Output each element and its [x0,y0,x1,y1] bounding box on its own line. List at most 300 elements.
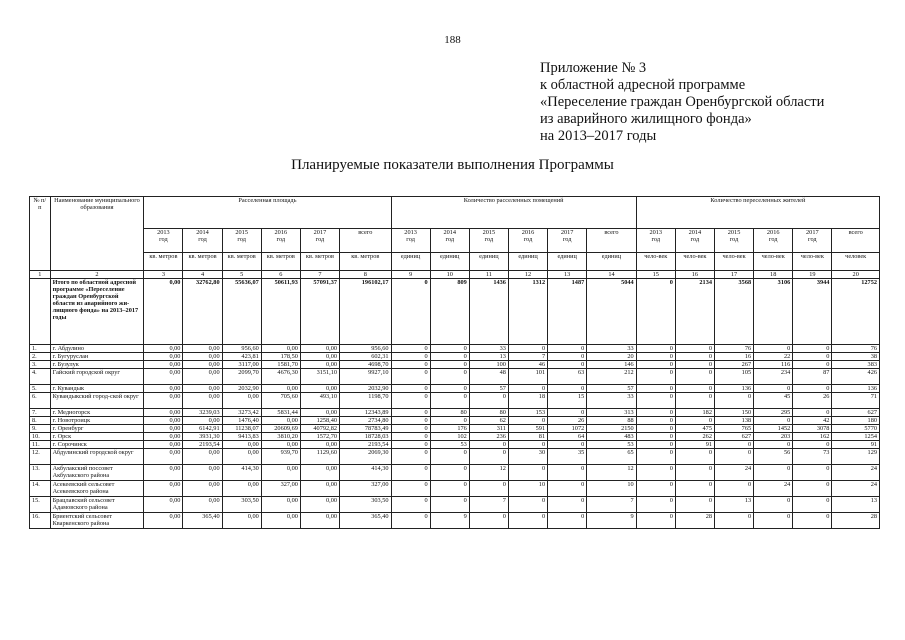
document-title: Планируемые показатели выполнения Программы [291,157,614,173]
row-value-6: 2069,30 [340,449,392,465]
row-name: Акбулакский поссовет Акбулакского района [50,465,144,481]
header-unit-rooms-5: единиц [548,253,587,271]
row-num: 10. [30,433,51,441]
row-value-4: 20609,69 [261,425,300,433]
row-value-10: 0 [508,513,547,529]
row-value-18: 76 [832,345,880,353]
column-number-16: 16 [675,271,714,279]
row-value-1: 0,00 [144,345,183,353]
row-value-13: 0 [636,369,675,385]
row-value-7: 0 [391,345,430,353]
row-value-16: 24 [754,481,793,497]
table-row [30,393,880,409]
row-value-15: 765 [714,425,753,433]
row-value-7: 0 [391,425,430,433]
row-value-14: 475 [675,425,714,433]
column-number-19: 19 [793,271,832,279]
row-value-1: 0,00 [144,385,183,393]
header-year-area-2017: 2017 год [300,229,339,253]
row-value-18: 627 [832,409,880,417]
row-value-17: 0 [793,409,832,417]
row-value-12: 146 [587,361,636,369]
row-value-1: 0,00 [144,513,183,529]
row-value-18: 129 [832,449,880,465]
header-unit-rooms-2: единиц [430,253,469,271]
row-value-6: 78783,49 [340,425,392,433]
row-value-14: 91 [675,441,714,449]
row-value-15: 138 [714,417,753,425]
row-value-12: 53 [587,441,636,449]
row-value-8: 0 [430,497,469,513]
row-value-9: 0 [469,481,508,497]
row-value-7: 0 [391,409,430,417]
row-value-10: 46 [508,361,547,369]
row-value-14: 2134 [675,279,714,345]
row-value-3: 9413,83 [222,433,261,441]
row-value-2: 365,40 [183,513,222,529]
row-value-16: 56 [754,449,793,465]
row-value-8: 0 [430,417,469,425]
row-name: г. Новотроицк [50,417,144,425]
row-value-8: 80 [430,409,469,417]
table-row-total [30,279,880,345]
row-value-13: 0 [636,393,675,409]
header-year-people-2016: 2016 год [754,229,793,253]
column-number-7: 7 [300,271,339,279]
table-row [30,441,880,449]
row-value-8: 0 [430,385,469,393]
header-name: Наименование муниципального образования [50,197,144,271]
row-num: 8. [30,417,51,425]
header-unit-people-6: человек [832,253,880,271]
row-value-11: 0 [548,385,587,393]
row-value-8: 0 [430,465,469,481]
row-num: 16. [30,513,51,529]
row-value-16: 45 [754,393,793,409]
row-value-7: 0 [391,353,430,361]
row-value-16: 295 [754,409,793,417]
row-value-16: 1452 [754,425,793,433]
row-value-2: 0,00 [183,497,222,513]
header-year-people-2015: 2015 год [714,229,753,253]
row-value-4: 5831,44 [261,409,300,417]
header-year-people-2017: 2017 год [793,229,832,253]
row-value-7: 0 [391,465,430,481]
row-name: г. Оренбург [50,425,144,433]
column-number-5: 5 [222,271,261,279]
row-value-5: 0,00 [300,441,339,449]
row-num: 2. [30,353,51,361]
row-value-11: 63 [548,369,587,385]
row-value-5: 1572,70 [300,433,339,441]
row-value-11: 0 [548,497,587,513]
header-year-rooms-2015: 2015 год [469,229,508,253]
row-value-5: 57091,37 [300,279,339,345]
row-value-2: 0,00 [183,393,222,409]
header-year-rooms-2013: 2013 год [391,229,430,253]
row-value-17: 0 [793,481,832,497]
row-value-7: 0 [391,361,430,369]
row-value-10: 0 [508,417,547,425]
row-value-3: 2099,70 [222,369,261,385]
row-value-4: 705,60 [261,393,300,409]
row-value-7: 0 [391,513,430,529]
row-num: 7. [30,409,51,417]
column-number-10: 10 [430,271,469,279]
header-year-area-2013: 2013 год [144,229,183,253]
column-number-15: 15 [636,271,675,279]
row-value-9: 48 [469,369,508,385]
row-value-10: 10 [508,481,547,497]
row-value-5: 0,00 [300,513,339,529]
row-value-8: 0 [430,481,469,497]
page-number: 188 [444,34,461,46]
row-num [30,279,51,345]
row-value-12: 10 [587,481,636,497]
row-num: 9. [30,425,51,433]
header-year-area-2016: 2016 год [261,229,300,253]
table-row [30,433,880,441]
row-num: 1. [30,345,51,353]
row-value-7: 0 [391,449,430,465]
row-num: 12. [30,449,51,465]
row-value-3: 0,00 [222,481,261,497]
row-value-10: 153 [508,409,547,417]
row-name: г. Сорочинск [50,441,144,449]
row-value-15: 24 [714,465,753,481]
header-unit-area-1: кв. метров [144,253,183,271]
row-value-10: 0 [508,385,547,393]
header-unit-rooms-6: единиц [587,253,636,271]
row-value-6: 414,30 [340,465,392,481]
appendix-line: из аварийного жилищного фонда» [540,111,752,127]
row-value-11: 1487 [548,279,587,345]
row-value-10: 591 [508,425,547,433]
table-row [30,417,880,425]
row-value-8: 0 [430,449,469,465]
row-value-3: 423,81 [222,353,261,361]
header-group-rooms: Количество расселенных помещений [391,197,636,229]
row-value-4: 0,00 [261,417,300,425]
row-value-13: 0 [636,465,675,481]
table-row [30,385,880,393]
header-unit-area-3: кв. метров [222,253,261,271]
row-value-18: 136 [832,385,880,393]
row-value-11: 15 [548,393,587,409]
header-unit-area-5: кв. метров [300,253,339,271]
row-value-14: 262 [675,433,714,441]
row-value-7: 0 [391,433,430,441]
table-row [30,353,880,361]
row-value-17: 0 [793,441,832,449]
row-value-18: 28 [832,513,880,529]
row-value-9: 0 [469,513,508,529]
row-value-1: 0,00 [144,433,183,441]
row-value-6: 2734,80 [340,417,392,425]
appendix-heading [540,60,824,145]
row-name: г. Медногорск [50,409,144,417]
row-value-12: 65 [587,449,636,465]
header-year-rooms-2016: 2016 год [508,229,547,253]
row-value-13: 0 [636,497,675,513]
row-value-17: 26 [793,393,832,409]
header-year-area-2015: 2015 год [222,229,261,253]
header-total-rooms: всего [587,229,636,253]
row-value-5: 1258,40 [300,417,339,425]
header-row-groups [30,197,880,229]
row-value-4: 178,50 [261,353,300,361]
header-unit-people-4: чело-век [754,253,793,271]
appendix-line: «Переселение граждан Оренбургской области [540,94,825,110]
row-value-11: 0 [548,513,587,529]
row-value-17: 73 [793,449,832,465]
row-value-11: 0 [548,481,587,497]
row-value-5: 0,00 [300,361,339,369]
column-number-17: 17 [714,271,753,279]
row-value-16: 0 [754,465,793,481]
row-value-14: 0 [675,449,714,465]
row-value-15: 267 [714,361,753,369]
row-value-18: 71 [832,393,880,409]
table-row [30,465,880,481]
row-value-6: 4698,70 [340,361,392,369]
header-unit-area-4: кв. метров [261,253,300,271]
row-value-6: 2193,54 [340,441,392,449]
row-value-3: 0,00 [222,393,261,409]
row-num: 6. [30,393,51,409]
column-number-2: 2 [50,271,144,279]
row-value-3: 414,30 [222,465,261,481]
row-value-18: 13 [832,497,880,513]
table-row [30,345,880,353]
row-value-10: 0 [508,345,547,353]
header-year-people-2013: 2013 год [636,229,675,253]
row-value-17: 3078 [793,425,832,433]
row-value-13: 0 [636,425,675,433]
row-name: г. Бугуруслан [50,353,144,361]
row-value-2: 3931,30 [183,433,222,441]
header-year-rooms-2014: 2014 год [430,229,469,253]
row-value-14: 0 [675,345,714,353]
row-value-18: 12752 [832,279,880,345]
row-num: 5. [30,385,51,393]
row-value-3: 11238,07 [222,425,261,433]
header-num: № п/п [30,197,51,271]
row-value-3: 1476,40 [222,417,261,425]
row-value-12: 33 [587,345,636,353]
table-row [30,481,880,497]
row-value-15: 105 [714,369,753,385]
row-value-11: 0 [548,441,587,449]
appendix-line: Приложение № 3 [540,60,647,76]
row-value-18: 91 [832,441,880,449]
row-value-6: 303,50 [340,497,392,513]
row-value-16: 22 [754,353,793,361]
row-value-13: 0 [636,385,675,393]
row-value-11: 0 [548,361,587,369]
row-value-12: 483 [587,433,636,441]
row-value-15: 3568 [714,279,753,345]
row-value-1: 0,00 [144,409,183,417]
column-number-14: 14 [587,271,636,279]
header-unit-people-5: чело-век [793,253,832,271]
row-num: 13. [30,465,51,481]
row-value-9: 0 [469,393,508,409]
row-value-5: 0,00 [300,353,339,361]
row-value-1: 0,00 [144,497,183,513]
row-value-17: 0 [793,345,832,353]
row-value-2: 0,00 [183,417,222,425]
row-value-13: 0 [636,345,675,353]
row-value-6: 9927,10 [340,369,392,385]
row-value-2: 32762,80 [183,279,222,345]
row-value-15: 150 [714,409,753,417]
row-value-10: 101 [508,369,547,385]
row-value-9: 13 [469,353,508,361]
row-value-16: 116 [754,361,793,369]
row-value-9: 0 [469,441,508,449]
row-value-6: 602,31 [340,353,392,361]
row-value-13: 0 [636,409,675,417]
row-value-13: 0 [636,481,675,497]
row-value-8: 53 [430,441,469,449]
row-value-1: 0,00 [144,449,183,465]
row-value-16: 3106 [754,279,793,345]
column-number-13: 13 [548,271,587,279]
row-name: Кувандыкский город-ской округ [50,393,144,409]
appendix-line: на 2013–2017 годы [540,128,657,144]
header-unit-rooms-4: единиц [508,253,547,271]
row-value-4: 0,00 [261,465,300,481]
row-value-2: 0,00 [183,385,222,393]
row-value-9: 80 [469,409,508,417]
row-num: 4. [30,369,51,385]
row-value-2: 0,00 [183,361,222,369]
row-value-13: 0 [636,361,675,369]
row-value-14: 0 [675,369,714,385]
row-value-17: 0 [793,513,832,529]
row-value-7: 0 [391,279,430,345]
row-value-4: 1581,70 [261,361,300,369]
row-value-11: 35 [548,449,587,465]
row-value-14: 0 [675,393,714,409]
row-value-6: 196102,17 [340,279,392,345]
row-value-10: 1312 [508,279,547,345]
table-row [30,425,880,433]
row-value-8: 0 [430,361,469,369]
row-value-14: 182 [675,409,714,417]
row-value-2: 0,00 [183,449,222,465]
table-row [30,449,880,465]
row-value-13: 0 [636,279,675,345]
header-year-area-2014: 2014 год [183,229,222,253]
column-number-9: 9 [391,271,430,279]
row-value-17: 3944 [793,279,832,345]
row-num: 11. [30,441,51,449]
row-name: г. Бузулук [50,361,144,369]
row-value-3: 55636,07 [222,279,261,345]
header-row-years [30,229,880,253]
row-value-2: 0,00 [183,369,222,385]
row-value-17: 87 [793,369,832,385]
row-value-12: 5044 [587,279,636,345]
row-value-7: 0 [391,385,430,393]
row-value-15: 16 [714,353,753,361]
row-value-14: 0 [675,385,714,393]
row-name: Абдулинский городской округ [50,449,144,465]
header-unit-people-1: чело-век [636,253,675,271]
row-value-4: 939,70 [261,449,300,465]
row-value-1: 0,00 [144,417,183,425]
row-value-9: 62 [469,417,508,425]
row-value-16: 234 [754,369,793,385]
row-value-9: 12 [469,465,508,481]
row-value-11: 0 [548,465,587,481]
row-value-4: 4676,30 [261,369,300,385]
row-value-5: 0,00 [300,409,339,417]
row-value-15: 13 [714,497,753,513]
row-value-1: 0,00 [144,441,183,449]
row-name: Брацлавский сельсовет Адамовского района [50,497,144,513]
row-value-12: 9 [587,513,636,529]
column-number-12: 12 [508,271,547,279]
row-value-11: 0 [548,345,587,353]
row-value-5: 0,00 [300,385,339,393]
row-value-10: 0 [508,465,547,481]
table-row [30,409,880,417]
row-value-13: 0 [636,513,675,529]
row-value-5: 3151,10 [300,369,339,385]
header-unit-area-2: кв. метров [183,253,222,271]
row-value-8: 0 [430,369,469,385]
row-value-3: 3117,00 [222,361,261,369]
row-value-9: 1436 [469,279,508,345]
row-value-17: 0 [793,361,832,369]
row-value-2: 0,00 [183,345,222,353]
row-value-8: 9 [430,513,469,529]
row-name: г. Орск [50,433,144,441]
row-value-9: 57 [469,385,508,393]
row-value-16: 0 [754,417,793,425]
row-value-4: 50611,93 [261,279,300,345]
column-number-3: 3 [144,271,183,279]
row-value-8: 176 [430,425,469,433]
row-value-3: 303,50 [222,497,261,513]
row-value-17: 0 [793,497,832,513]
row-value-10: 7 [508,353,547,361]
row-value-16: 0 [754,385,793,393]
row-value-11: 0 [548,353,587,361]
row-value-14: 0 [675,465,714,481]
row-value-16: 0 [754,345,793,353]
row-value-12: 33 [587,393,636,409]
row-value-14: 0 [675,497,714,513]
row-value-11: 26 [548,417,587,425]
row-value-10: 81 [508,433,547,441]
row-value-18: 38 [832,353,880,361]
header-group-people: Количество переселенных жителей [636,197,879,229]
row-value-4: 0,00 [261,497,300,513]
row-value-3: 0,00 [222,449,261,465]
row-value-17: 0 [793,385,832,393]
row-value-7: 0 [391,369,430,385]
row-value-15: 0 [714,441,753,449]
row-value-1: 0,00 [144,279,183,345]
row-value-2: 0,00 [183,465,222,481]
row-value-8: 0 [430,393,469,409]
row-value-1: 0,00 [144,393,183,409]
indicators-table [29,196,880,529]
